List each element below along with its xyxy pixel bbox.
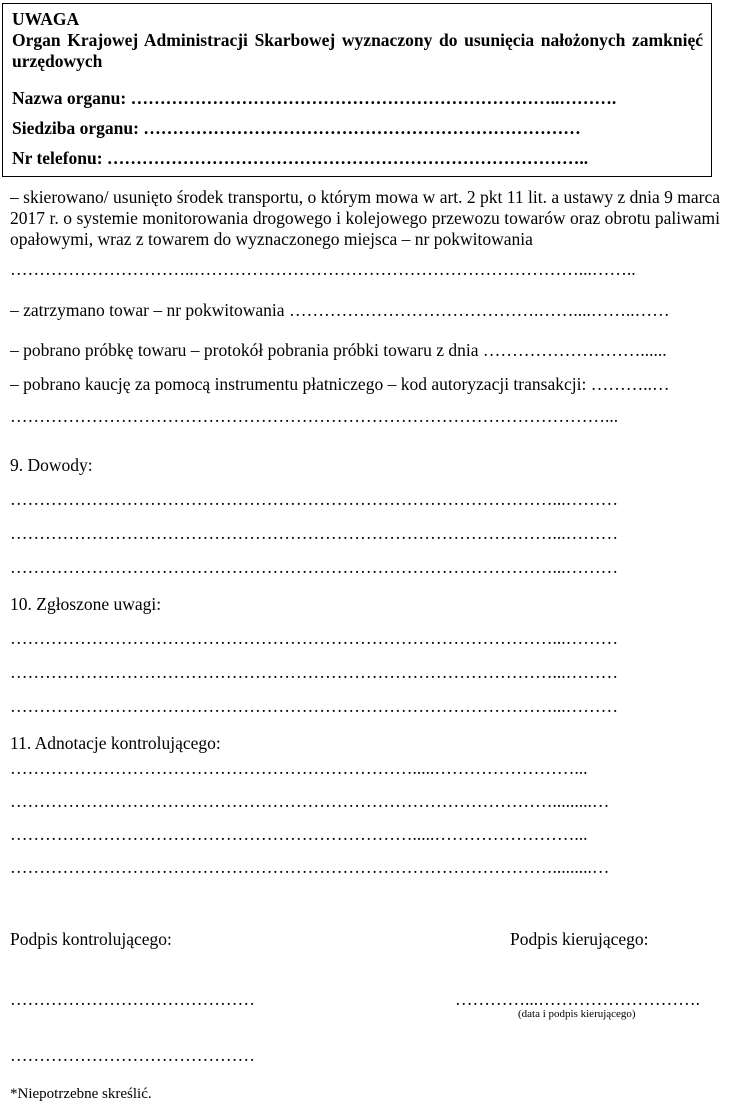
organ-name-field[interactable]: Nazwa organu: ………………………………………………………………..………. [12, 88, 617, 108]
inspector-notes-heading: 11. Adnotacje kontrolującego: [10, 733, 221, 753]
sample-taken-line[interactable]: – pobrano próbkę towaru – protokół pobrania próbki towaru z dnia ………………………...... [10, 340, 667, 360]
organ-phone-field[interactable]: Nr telefonu: ……………………………………………………………………….. [12, 148, 589, 168]
deposit-fill-field[interactable]: …………………………………………………………………………………………... [10, 406, 619, 426]
goods-stopped-line[interactable]: – zatrzymano towar – nr pokwitowania …………………………………….……....……..…… [10, 300, 670, 320]
remarks-line[interactable]: …………………………………………………………………………………...……… [10, 662, 619, 682]
inspector-notes-line[interactable]: …………………………………………………………….....……………………... [10, 824, 588, 844]
inspector-signature-field[interactable]: …………………………………… [10, 989, 255, 1009]
deposit-line[interactable]: – pobrano kaucję za pomocą instrumentu płatniczego – kod autoryzacji transakcji: ………..… [10, 374, 670, 394]
driver-signature-field[interactable]: …………...………………………. [455, 989, 700, 1009]
extra-signature-field[interactable]: …………………………………… [10, 1045, 255, 1065]
notice-box [2, 3, 712, 177]
evidence-line[interactable]: …………………………………………………………………………………...……… [10, 557, 619, 577]
inspector-notes-line[interactable]: …………………………………………………………….....……………………... [10, 758, 588, 778]
notice-organ-title: Organ Krajowej Administracji Skarbowej wyznaczony do usunięcia nałożonych zamknięć urzędowych [12, 30, 703, 71]
evidence-line[interactable]: …………………………………………………………………………………...……… [10, 523, 619, 543]
organ-seat-field[interactable]: Siedziba organu: ………………………………………………………………… [12, 118, 581, 138]
driver-signature-caption: (data i podpis kierującego) [518, 1008, 636, 1020]
evidence-line[interactable]: …………………………………………………………………………………...……… [10, 489, 619, 509]
remarks-line[interactable]: …………………………………………………………………………………...……… [10, 628, 619, 648]
remarks-line[interactable]: …………………………………………………………………………………...……… [10, 696, 619, 716]
driver-signature-label: Podpis kierującego: [510, 929, 649, 949]
evidence-heading: 9. Dowody: [10, 455, 93, 475]
notice-heading: UWAGA [12, 9, 80, 29]
remarks-heading: 10. Zgłoszone uwagi: [10, 594, 162, 614]
inspector-signature-label: Podpis kontrolującego: [10, 929, 172, 949]
transport-measure-text: – skierowano/ usunięto środek transportu, o którym mowa w art. 2 pkt 11 lit. a ustawy z dnia 9 marca 2017 r. o systemie monitorowania drogowego i kolejowego przewozu towarów oraz obrotu paliwami opałowymi, wraz z towarem do wyznaczonego miejsca – nr pokwitowania [10, 187, 720, 249]
inspector-notes-line[interactable]: ………………………………………………………………………………….........… [10, 791, 610, 811]
inspector-notes-line[interactable]: ………………………………………………………………………………….........… [10, 857, 610, 877]
footnote: *Niepotrzebne skreślić. [10, 1086, 152, 1102]
transport-receipt-field[interactable]: …………………………..…………………………………………………………...…….. [10, 259, 636, 279]
